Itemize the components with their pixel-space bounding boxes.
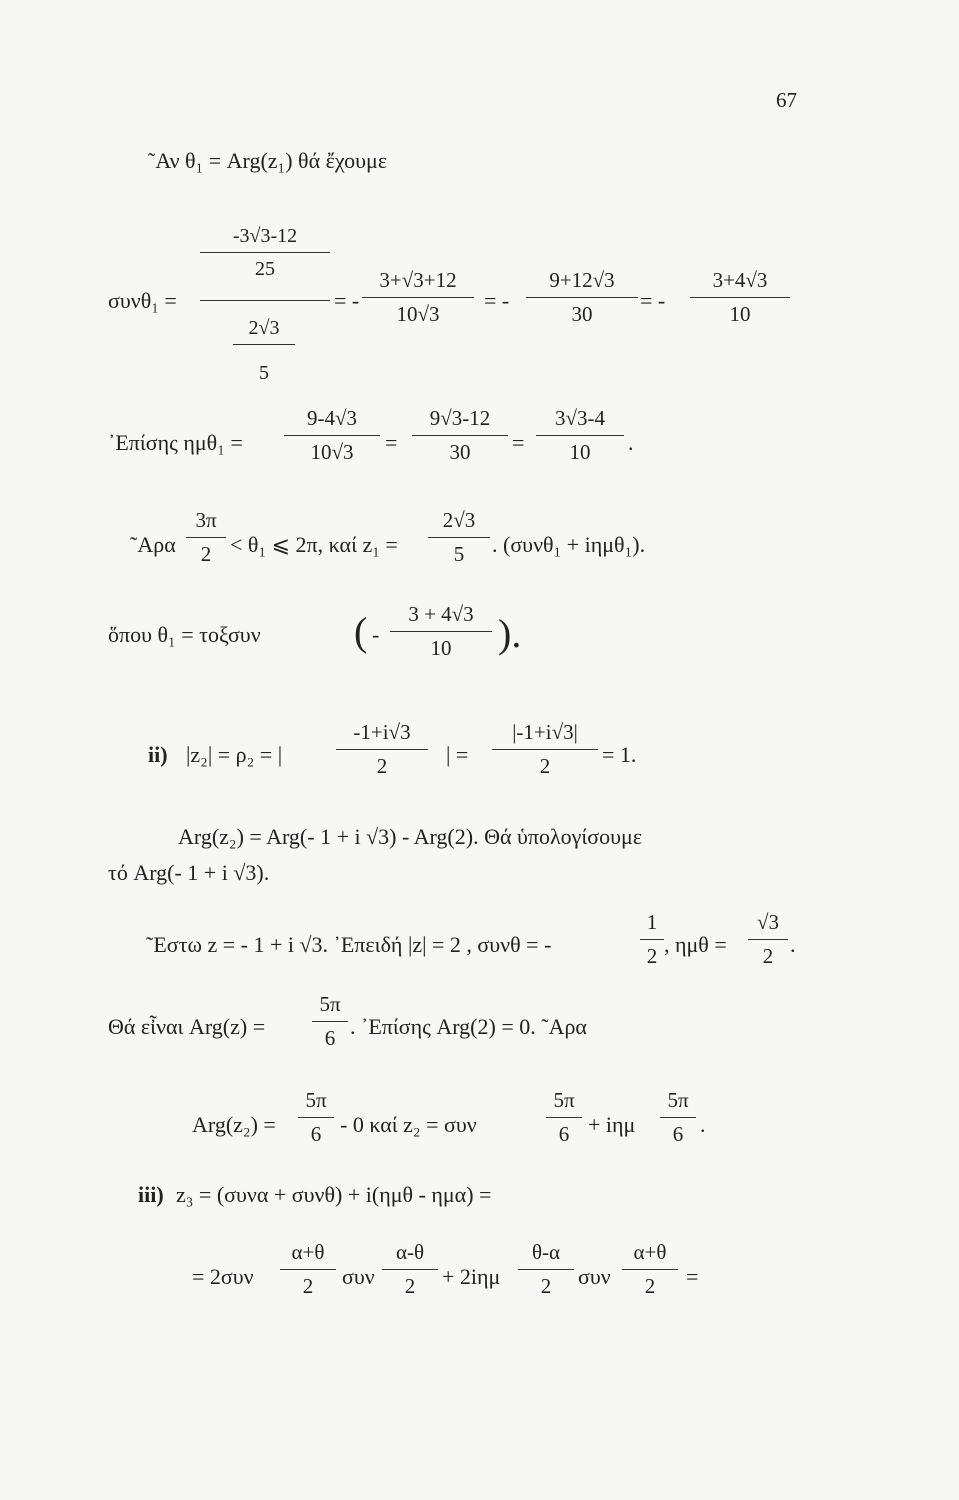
part-iii-text: z₃ = (συνα + συνθ) + i(ημθ - ημα) = xyxy=(176,1182,492,1207)
final-w1: συν xyxy=(342,1264,375,1289)
argz2-mid: - 0 καί z₂ = συν xyxy=(340,1112,477,1137)
argz2-lead: Arg(z₂) = xyxy=(192,1112,276,1137)
cos-eq3: = - xyxy=(640,288,666,313)
opou-open-paren: ( xyxy=(354,609,368,654)
opou-minus: - xyxy=(372,622,380,647)
ara-fraction-2: $\frac{2√3}{5}$ xyxy=(428,510,490,565)
arg-line-2: τό Arg(- 1 + i √3). xyxy=(108,860,270,885)
final-fraction-4: $\frac{\alpha+\theta}{2}$ xyxy=(622,1242,678,1297)
final-end: = xyxy=(686,1264,699,1289)
nested-top-den: 25 xyxy=(255,258,275,280)
estw-lead: ˜Εστω z = - 1 + i √3. ᾿Επειδή |z| = 2 , συνθ = - xyxy=(146,932,552,957)
main-fraction-bar xyxy=(200,300,330,301)
final-w3: συν xyxy=(578,1264,611,1289)
nested-top-num: -3√3-12 xyxy=(200,226,330,253)
ara-lead: ˜Αρα xyxy=(130,532,176,557)
final-fraction-3: $\frac{\theta-\alpha}{2}$ xyxy=(518,1242,574,1297)
estw-end: . xyxy=(790,932,796,957)
part-ii-fraction-1: $\frac{-1+i√3}{2}$ xyxy=(336,722,428,777)
ara-tail: . (συνθ₁ + iημθ₁). xyxy=(492,532,646,557)
opou-fraction: $\frac{3 + 4√3}{10}$ xyxy=(390,604,492,659)
cos-eq1: = - xyxy=(334,288,360,313)
opou-close-paren: ). xyxy=(498,611,522,656)
final-fraction-1: $\frac{\alpha+\theta}{2}$ xyxy=(280,1242,336,1297)
part-ii-end: = 1. xyxy=(602,742,637,767)
part-ii-fraction-2: $\frac{|-1+i√3|}{2}$ xyxy=(492,722,598,777)
sin-fraction-1: $\frac{9-4√3}{10√3}$ xyxy=(284,408,380,463)
estw-mid: , ημθ = xyxy=(664,932,727,957)
final-lead: = 2συν xyxy=(192,1264,254,1289)
part-ii-label: ii) xyxy=(148,742,168,767)
arg-line-1: Arg(z₂) = Arg(- 1 + i √3) - Arg(2). Θά ὑπολογίσουμε xyxy=(178,824,643,849)
argz2-fraction-1: $\frac{5\pi}{6}$ xyxy=(298,1090,334,1145)
argz2-end: . xyxy=(700,1112,706,1137)
ara-ineq: < θ₁ ⩽ 2π, καί z₁ = xyxy=(230,532,398,557)
cos-fraction-4: $\frac{3+4√3}{10}$ xyxy=(690,270,790,325)
page-number: 67 xyxy=(776,88,797,112)
sin-eq1: = xyxy=(385,430,398,455)
tha-fraction: $\frac{5\pi}{6}$ xyxy=(312,994,348,1049)
sin-lhs: ᾿Επίσης ημθ₁ = xyxy=(108,430,243,455)
part-ii-mid: | = xyxy=(446,742,469,767)
tha-lead: Θά εἶναι Arg(z) = xyxy=(108,1014,266,1039)
cos-fraction-2: $\frac{3+√3+12}{10√3}$ xyxy=(362,270,474,325)
nested-bottom-num: 2√3 xyxy=(233,318,295,345)
cos-eq2: = - xyxy=(484,288,510,313)
argz2-plus: + iημ xyxy=(588,1112,636,1137)
nested-bottom-fraction xyxy=(233,318,295,383)
final-fraction-2: $\frac{\alpha-\theta}{2}$ xyxy=(382,1242,438,1297)
nested-top-fraction xyxy=(200,226,330,279)
opou-lead: ὅπου θ₁ = τοξσυν xyxy=(108,622,261,647)
ara-fraction-1: $\frac{3\pi}{2}$ xyxy=(186,510,226,565)
cos-lhs: συνθ₁ = xyxy=(108,288,177,313)
intro-line: ˜Αν θ₁ = Arg(z₁) θά ἔχουμε xyxy=(148,148,388,173)
cos-fraction-3: $\frac{9+12√3}{30}$ xyxy=(526,270,638,325)
nested-bottom-den: 5 xyxy=(259,362,269,384)
final-w2: + 2iημ xyxy=(442,1264,501,1289)
part-iii-label: iii) xyxy=(138,1182,164,1207)
argz2-fraction-2: $\frac{5\pi}{6}$ xyxy=(546,1090,582,1145)
sin-fraction-3: $\frac{3√3-4}{10}$ xyxy=(536,408,624,463)
part-ii-lhs: |z₂| = ρ₂ = | xyxy=(186,742,283,767)
sin-fraction-2: $\frac{9√3-12}{30}$ xyxy=(412,408,508,463)
estw-fraction-1: $\frac{1}{2}$ xyxy=(640,912,664,967)
estw-fraction-2: $\frac{√3}{2}$ xyxy=(748,912,788,967)
sin-end: . xyxy=(628,430,634,455)
tha-tail: . ᾿Επίσης Arg(2) = 0. ˜Αρα xyxy=(350,1014,587,1039)
sin-eq2: = xyxy=(512,430,525,455)
argz2-fraction-3: $\frac{5\pi}{6}$ xyxy=(660,1090,696,1145)
